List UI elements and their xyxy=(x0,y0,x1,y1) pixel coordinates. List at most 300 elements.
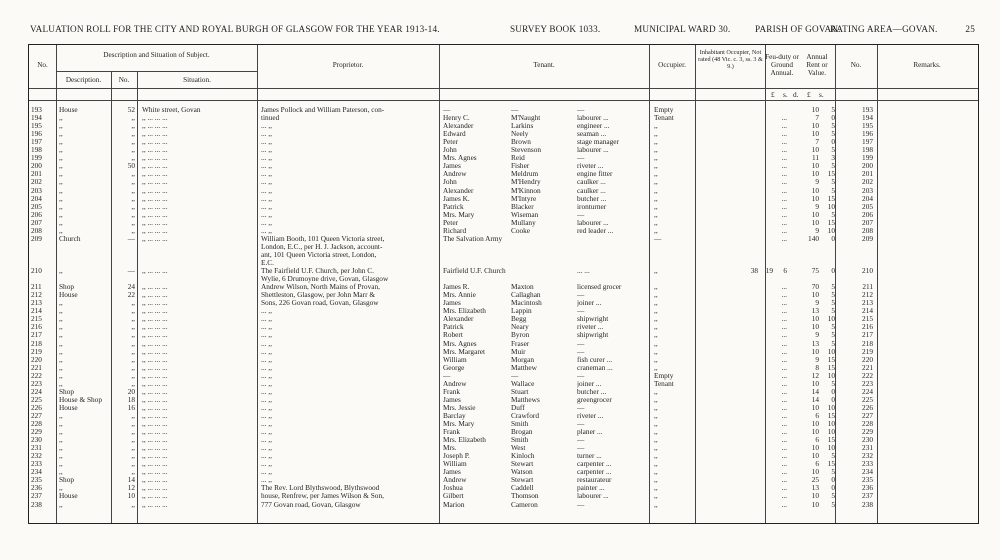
row-proprietor: ... ,, xyxy=(261,420,272,428)
table-row xyxy=(29,492,978,500)
table-row xyxy=(29,235,978,243)
row-number-repeat: 222 xyxy=(862,371,873,380)
row-street-number: ,, xyxy=(131,130,135,139)
row-occupier: ,, xyxy=(654,307,658,316)
col-no: No. xyxy=(37,61,48,69)
table-row xyxy=(29,340,978,348)
row-tenant-first-name: Mrs. Agnes xyxy=(443,339,477,348)
row-rent-pounds: 14 xyxy=(811,395,819,404)
row-proprietor: ... ,, xyxy=(261,436,272,445)
row-tenant-first-name: Richard xyxy=(443,226,467,235)
row-tenant-surname: Maxton xyxy=(511,283,534,292)
row-tenant-first-name: Mrs. xyxy=(443,444,457,453)
row-description: ,, xyxy=(59,178,63,187)
table-row xyxy=(29,106,978,114)
row-number: 227 xyxy=(31,411,42,420)
row-street-number: ,, xyxy=(131,363,135,372)
row-rent-pounds: 10 xyxy=(811,291,819,300)
row-tenant-first-name: Fairfield U.F. Church xyxy=(443,267,506,275)
row-feu-pence: ... xyxy=(781,347,787,356)
row-number: 210 xyxy=(31,267,42,275)
row-street-number: 52 xyxy=(127,106,135,114)
row-occupier: ,, xyxy=(654,291,658,300)
row-proprietor: ... ,, xyxy=(261,428,272,436)
row-number: 232 xyxy=(31,452,42,461)
currency-pence: d. xyxy=(793,91,799,99)
row-occupier: ,, xyxy=(654,476,658,485)
row-situation: ,, ... ... ... xyxy=(142,452,168,461)
row-proprietor: ... ,, xyxy=(261,355,272,364)
row-rent-pounds: 10 xyxy=(811,210,819,219)
row-number: 220 xyxy=(31,355,42,364)
row-tenant-occupation: shipwright xyxy=(577,331,609,340)
table-row xyxy=(29,356,978,364)
row-rent-pounds: 10 xyxy=(811,194,819,203)
row-tenant-surname: Neely xyxy=(511,130,529,139)
row-description: House xyxy=(59,492,78,501)
valuation-table xyxy=(28,44,979,524)
row-occupier: ,, xyxy=(654,323,658,332)
row-rent-shillings: 0 xyxy=(831,267,835,275)
row-feu-pence: ... xyxy=(781,371,787,380)
row-occupier: ,, xyxy=(654,331,658,340)
row-number-repeat: 196 xyxy=(862,130,873,139)
row-proprietor: ... ,, xyxy=(261,122,272,131)
row-situation: ,, ... ... ... xyxy=(142,267,168,275)
row-occupier: ,, xyxy=(654,210,658,219)
row-tenant-occupation: labourer ... xyxy=(577,218,609,227)
row-rent-shillings: 5 xyxy=(831,299,835,308)
row-rent-pounds: 9 xyxy=(815,178,819,187)
row-tenant-occupation: ... ... xyxy=(577,267,590,275)
row-street-number: ,, xyxy=(131,331,135,340)
row-occupier: ,, xyxy=(654,411,658,420)
row-street-number: ,, xyxy=(131,339,135,348)
row-tenant-occupation: butcher ... xyxy=(577,387,607,396)
row-rent-shillings: 5 xyxy=(831,130,835,139)
table-row xyxy=(29,420,978,428)
row-feu-pence: ... xyxy=(781,355,787,364)
row-rent-pounds: 10 xyxy=(811,170,819,179)
row-tenant-first-name: Andrew xyxy=(443,476,467,485)
col-inhabitant: Inhabitant Occupier, Not rated (48 Vic. c. 3, ss. 3 & 9.) xyxy=(698,49,763,70)
row-proprietor: ... ,, xyxy=(261,379,272,388)
row-situation: ,, ... ... ... xyxy=(142,379,168,388)
row-proprietor: London, E.C., per H. J. Jackson, account- xyxy=(261,242,383,251)
row-feu-pounds: 38 xyxy=(750,267,758,275)
row-street-number: ,, xyxy=(131,299,135,308)
row-number: 233 xyxy=(31,460,42,469)
table-row xyxy=(29,476,978,484)
row-tenant-occupation: fish curer ... xyxy=(577,355,613,364)
table-row xyxy=(29,307,978,315)
row-rent-pounds: 10 xyxy=(811,162,819,171)
row-rent-shillings: 0 xyxy=(831,476,835,485)
row-feu-pence: ... xyxy=(781,218,787,227)
table-row xyxy=(29,211,978,219)
row-tenant-occupation: labourer ... xyxy=(577,114,609,122)
row-proprietor: ... ,, xyxy=(261,218,272,227)
row-number-repeat: 226 xyxy=(862,403,873,412)
row-feu-pence: ... xyxy=(781,210,787,219)
row-tenant-surname: M'Intyre xyxy=(511,194,537,203)
row-proprietor: 777 Govan road, Govan, Glasgow xyxy=(261,500,361,509)
row-situation: ,, ... ... ... xyxy=(142,291,168,300)
row-feu-pence: ... xyxy=(781,387,787,396)
row-rent-shillings: 15 xyxy=(827,355,835,364)
row-tenant-first-name: Frank xyxy=(443,387,461,396)
row-situation: ,, ... ... ... xyxy=(142,178,168,187)
row-tenant-occupation: joiner ... xyxy=(577,299,602,308)
row-rent-shillings: 5 xyxy=(831,291,835,300)
row-situation: ,, ... ... ... xyxy=(142,411,168,420)
row-street-number: 10 xyxy=(127,492,135,501)
row-situation: ,, ... ... ... xyxy=(142,444,168,453)
row-number: 218 xyxy=(31,339,42,348)
row-tenant-surname: Begg xyxy=(511,315,527,324)
row-tenant-surname: Stewart xyxy=(511,476,534,485)
row-occupier: ,, xyxy=(654,444,658,453)
row-situation: ,, ... ... ... xyxy=(142,468,168,477)
row-tenant-occupation: carpenter ... xyxy=(577,468,612,477)
row-rent-shillings: 10 xyxy=(827,226,835,235)
row-number-repeat: 225 xyxy=(862,395,873,404)
row-occupier: ,, xyxy=(654,178,658,187)
row-rent-pounds: 10 xyxy=(811,106,819,114)
table-row xyxy=(29,203,978,211)
table-row xyxy=(29,484,978,492)
table-row xyxy=(29,291,978,299)
row-proprietor: ... ,, xyxy=(261,460,272,469)
row-occupier: ,, xyxy=(654,420,658,428)
row-description: ,, xyxy=(59,484,63,493)
col-occupier: Occupier. xyxy=(658,61,686,69)
row-tenant-first-name: Peter xyxy=(443,218,458,227)
row-proprietor: ... ,, xyxy=(261,307,272,316)
table-row xyxy=(29,428,978,436)
row-description: ,, xyxy=(59,363,63,372)
row-rent-shillings: 15 xyxy=(827,170,835,179)
table-row xyxy=(29,275,978,283)
row-description: ,, xyxy=(59,122,63,131)
row-proprietor: ... ,, xyxy=(261,210,272,219)
row-street-number: 16 xyxy=(127,403,135,412)
row-proprietor: ... ,, xyxy=(261,178,272,187)
row-street-number: 18 xyxy=(127,395,135,404)
row-street-number: ,, xyxy=(131,154,135,163)
row-occupier: ,, xyxy=(654,363,658,372)
row-tenant-first-name: James R. xyxy=(443,283,470,292)
row-occupier: — xyxy=(654,234,662,243)
row-street-number: ,, xyxy=(131,428,135,436)
row-tenant-first-name: — xyxy=(443,371,451,380)
col-remarks: Remarks. xyxy=(913,61,941,69)
row-rent-shillings: 5 xyxy=(831,106,835,114)
row-proprietor: ... ,, xyxy=(261,315,272,324)
row-tenant-occupation: ironturner xyxy=(577,202,607,211)
row-number-repeat: 234 xyxy=(862,468,873,477)
row-rent-pounds: 10 xyxy=(811,468,819,477)
parish: PARISH OF GOVAN. xyxy=(755,24,841,34)
row-feu-pence: ... xyxy=(781,476,787,485)
row-description: Shop xyxy=(59,387,75,396)
row-proprietor: ... ,, xyxy=(261,162,272,171)
table-row xyxy=(29,404,978,412)
row-proprietor: ... ,, xyxy=(261,331,272,340)
row-proprietor: ... ,, xyxy=(261,323,272,332)
table-row xyxy=(29,219,978,227)
row-tenant-surname: Blacker xyxy=(511,202,534,211)
row-tenant-surname: Stuart xyxy=(511,387,529,396)
row-tenant-occupation: labourer ... xyxy=(577,146,609,155)
row-rent-pounds: 7 xyxy=(815,114,819,122)
row-street-number: ,, xyxy=(131,146,135,155)
row-number-repeat: 238 xyxy=(862,500,873,509)
row-rent-pounds: 10 xyxy=(811,186,819,195)
row-situation: ,, ... ... ... xyxy=(142,170,168,179)
row-tenant-occupation: — xyxy=(577,436,585,445)
row-tenant-surname: M'Hendry xyxy=(511,178,541,187)
table-row xyxy=(29,372,978,380)
row-proprietor: ... ,, xyxy=(261,154,272,163)
row-tenant-first-name: Patrick xyxy=(443,323,464,332)
row-rent-pounds: 10 xyxy=(811,452,819,461)
row-number-repeat: 213 xyxy=(862,299,873,308)
row-street-number: ,, xyxy=(131,186,135,195)
row-occupier: ,, xyxy=(654,146,658,155)
row-tenant-first-name: John xyxy=(443,146,457,155)
row-rent-shillings: 10 xyxy=(827,202,835,211)
row-tenant-surname: Callaghan xyxy=(511,291,541,300)
row-tenant-first-name: George xyxy=(443,363,465,372)
row-tenant-surname: — xyxy=(511,371,519,380)
row-proprietor: James Pollock and William Paterson, con- xyxy=(261,106,385,114)
table-row xyxy=(29,170,978,178)
row-description: ,, xyxy=(59,420,63,428)
row-street-number: ,, xyxy=(131,226,135,235)
row-feu-pence: ... xyxy=(781,468,787,477)
row-tenant-surname: Stewart xyxy=(511,460,534,469)
row-number-repeat: 205 xyxy=(862,202,873,211)
row-rent-pounds: 13 xyxy=(811,484,819,493)
table-row xyxy=(29,138,978,146)
row-occupier: ,, xyxy=(654,500,658,509)
row-description: ,, xyxy=(59,146,63,155)
table-row xyxy=(29,187,978,195)
row-rent-pounds: 10 xyxy=(811,444,819,453)
row-tenant-first-name: The Salvation Army xyxy=(443,234,503,243)
row-proprietor: The Rev. Lord Blythswood, Blythswood xyxy=(261,484,380,493)
table-row xyxy=(29,436,978,444)
row-number: 194 xyxy=(31,114,42,122)
page-header xyxy=(30,24,975,38)
municipal-ward: MUNICIPAL WARD 30. xyxy=(634,24,731,34)
row-proprietor: ... ,, xyxy=(261,444,272,453)
row-occupier: ,, xyxy=(654,138,658,147)
row-rent-shillings: 5 xyxy=(831,339,835,348)
row-number-repeat: 236 xyxy=(862,484,873,493)
row-rent-shillings: 5 xyxy=(831,468,835,477)
table-row xyxy=(29,460,978,468)
row-street-number: ,, xyxy=(131,436,135,445)
row-number: 223 xyxy=(31,379,42,388)
row-occupier: ,, xyxy=(654,194,658,203)
row-tenant-surname: Larkins xyxy=(511,122,534,131)
row-rent-shillings: 0 xyxy=(831,234,835,243)
row-rent-pounds: 7 xyxy=(815,138,819,147)
row-tenant-occupation: caulker ... xyxy=(577,178,606,187)
row-number: 234 xyxy=(31,468,42,477)
row-rent-pounds: 9 xyxy=(815,202,819,211)
row-feu-pence: ... xyxy=(781,444,787,453)
row-number-repeat: 232 xyxy=(862,452,873,461)
table-row xyxy=(29,227,978,235)
row-street-number: 50 xyxy=(127,162,135,171)
row-description: ,, xyxy=(59,315,63,324)
row-proprietor: E.C. xyxy=(261,259,274,267)
row-feu-pence: ... xyxy=(781,436,787,445)
row-tenant-surname: Crawford xyxy=(511,411,539,420)
row-situation: ,, ... ... ... xyxy=(142,428,168,436)
row-number: 195 xyxy=(31,122,42,131)
row-tenant-first-name: Peter xyxy=(443,138,458,147)
row-proprietor: ... ,, xyxy=(261,170,272,179)
row-description: ,, xyxy=(59,202,63,211)
row-tenant-occupation: butcher ... xyxy=(577,194,607,203)
table-row xyxy=(29,243,978,251)
row-feu-pence: ... xyxy=(781,492,787,501)
row-number: 217 xyxy=(31,331,42,340)
row-tenant-surname: Wallace xyxy=(511,379,535,388)
table-row xyxy=(29,412,978,420)
row-occupier: ,, xyxy=(654,130,658,139)
row-tenant-occupation: engineer ... xyxy=(577,122,610,131)
row-tenant-first-name: Henry C. xyxy=(443,114,470,122)
row-rent-pounds: 10 xyxy=(811,403,819,412)
row-street-number: 12 xyxy=(127,484,135,493)
row-situation: ,, ... ... ... xyxy=(142,234,168,243)
row-number: 212 xyxy=(31,291,42,300)
row-tenant-first-name: James xyxy=(443,299,461,308)
row-situation: ,, ... ... ... xyxy=(142,299,168,308)
row-tenant-occupation: carpenter ... xyxy=(577,460,612,469)
table-row xyxy=(29,195,978,203)
row-occupier: ,, xyxy=(654,267,658,275)
row-description: ,, xyxy=(59,218,63,227)
row-rent-shillings: 5 xyxy=(831,500,835,509)
row-rent-pounds: 10 xyxy=(811,347,819,356)
row-situation: ,, ... ... ... xyxy=(142,130,168,139)
row-description: ,, xyxy=(59,138,63,147)
table-row xyxy=(29,146,978,154)
row-description: ,, xyxy=(59,210,63,219)
row-rent-shillings: 5 xyxy=(831,379,835,388)
row-occupier: ,, xyxy=(654,387,658,396)
row-situation: ,, ... ... ... xyxy=(142,315,168,324)
row-tenant-occupation: — xyxy=(577,371,585,380)
row-proprietor: ... ,, xyxy=(261,339,272,348)
row-description: ,, xyxy=(59,323,63,332)
row-tenant-first-name: Barclay xyxy=(443,411,466,420)
row-proprietor: tinued xyxy=(261,114,280,122)
row-feu-pence: ... xyxy=(781,234,787,243)
row-tenant-first-name: Alexander xyxy=(443,186,474,195)
row-situation: ,, ... ... ... xyxy=(142,162,168,171)
row-rent-shillings: 0 xyxy=(831,387,835,396)
row-feu-pence: ... xyxy=(781,178,787,187)
row-feu-pence: ... xyxy=(781,307,787,316)
row-number-repeat: 200 xyxy=(862,162,873,171)
row-rent-pounds: 6 xyxy=(815,411,819,420)
row-feu-pence: ... xyxy=(781,194,787,203)
row-occupier: ,, xyxy=(654,468,658,477)
row-tenant-first-name: James xyxy=(443,162,461,171)
row-occupier: ,, xyxy=(654,403,658,412)
row-feu-pence: ... xyxy=(781,122,787,131)
row-number-repeat: 198 xyxy=(862,146,873,155)
row-occupier: Empty xyxy=(654,371,674,380)
row-number: 206 xyxy=(31,210,42,219)
row-feu-pence: ... xyxy=(781,186,787,195)
row-number-repeat: 211 xyxy=(862,283,873,292)
row-occupier: ,, xyxy=(654,484,658,493)
row-rent-shillings: 5 xyxy=(831,323,835,332)
row-tenant-occupation: red leader ... xyxy=(577,226,614,235)
row-description: ,, xyxy=(59,460,63,469)
col-number: No. xyxy=(118,76,130,84)
row-number: 238 xyxy=(31,500,42,509)
row-tenant-surname: Matthew xyxy=(511,363,537,372)
row-proprietor: ... ,, xyxy=(261,202,272,211)
row-rent-pounds: 10 xyxy=(811,130,819,139)
row-number-repeat: 201 xyxy=(862,170,873,179)
row-proprietor: ... ,, xyxy=(261,387,272,396)
row-rent-shillings: 0 xyxy=(831,138,835,147)
row-tenant-occupation: planer ... xyxy=(577,428,603,436)
row-number-repeat: 197 xyxy=(862,138,873,147)
row-rent-shillings: 5 xyxy=(831,331,835,340)
row-occupier: ,, xyxy=(654,299,658,308)
row-occupier: ,, xyxy=(654,202,658,211)
row-street-number: ,, xyxy=(131,170,135,179)
row-occupier: ,, xyxy=(654,339,658,348)
survey-book: SURVEY BOOK 1033. xyxy=(510,24,601,34)
currency-shillings: s. xyxy=(783,91,788,99)
row-description: ,, xyxy=(59,154,63,163)
row-street-number: ,, xyxy=(131,347,135,356)
row-tenant-surname: Byron xyxy=(511,331,530,340)
row-proprietor: William Booth, 101 Queen Victoria street, xyxy=(261,234,385,243)
row-tenant-first-name: Gilbert xyxy=(443,492,464,501)
row-situation: ,, ... ... ... xyxy=(142,331,168,340)
row-rent-pounds: 6 xyxy=(815,436,819,445)
row-street-number: 22 xyxy=(127,291,135,300)
table-row xyxy=(29,251,978,259)
row-tenant-first-name: Mrs. Jessie xyxy=(443,403,476,412)
row-tenant-surname: Reid xyxy=(511,154,525,163)
row-tenant-first-name: Andrew xyxy=(443,170,467,179)
row-number-repeat: 217 xyxy=(862,331,873,340)
row-rent-pounds: 25 xyxy=(811,476,819,485)
row-street-number: ,, xyxy=(131,122,135,131)
row-number-repeat: 235 xyxy=(862,476,873,485)
row-description: ,, xyxy=(59,452,63,461)
row-tenant-surname: Wiseman xyxy=(511,210,539,219)
row-occupier: ,, xyxy=(654,283,658,292)
row-situation: ,, ... ... ... xyxy=(142,403,168,412)
row-rent-pounds: 75 xyxy=(811,267,819,275)
row-description: House xyxy=(59,403,78,412)
